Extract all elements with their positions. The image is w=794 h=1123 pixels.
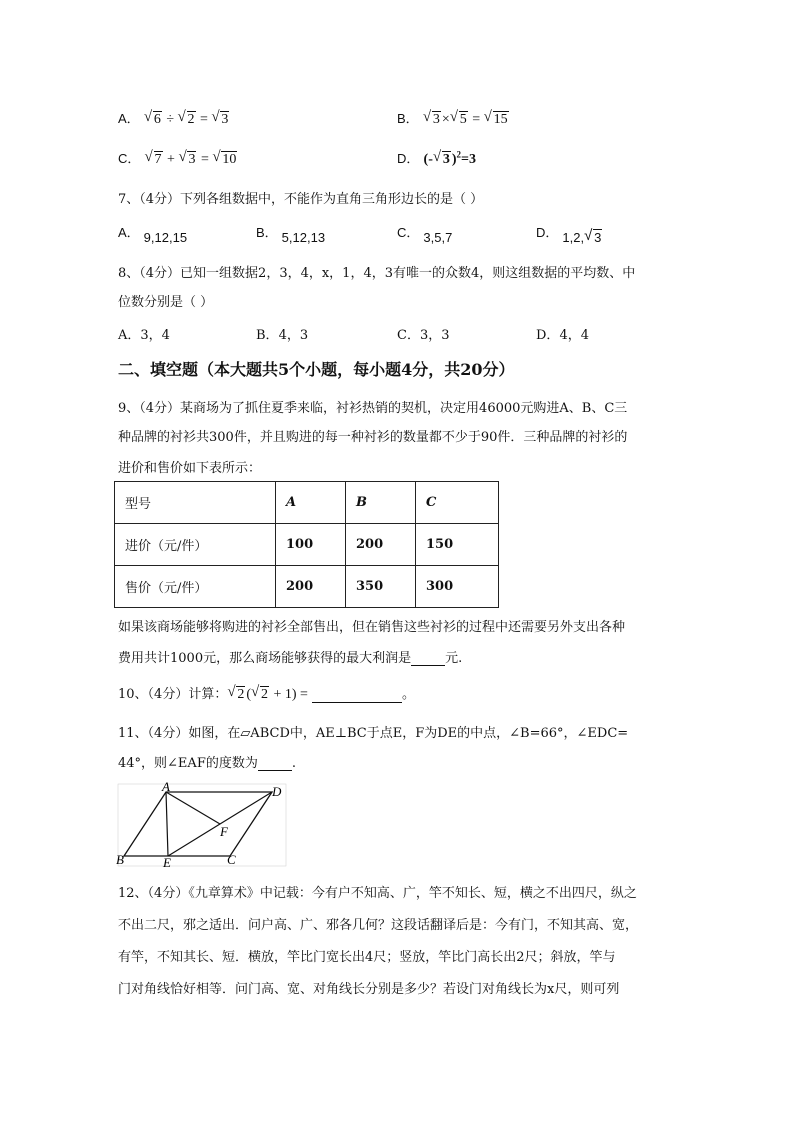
q6-option-a: A． √ 6 ÷ √ 2 = √ 3	[118, 108, 230, 128]
q7-option-c: C． 3,5,7	[397, 225, 453, 245]
label-f: F	[220, 824, 228, 839]
parallelogram-abcd	[124, 792, 272, 856]
q6-option-c: C． √ 7 + √ 3 = √ 10	[118, 148, 238, 168]
label-b: B	[116, 852, 124, 867]
answer-blank[interactable]	[258, 758, 292, 771]
figure-frame	[118, 784, 286, 866]
q7-option-b: B． 5,12,13	[256, 225, 326, 245]
q8-option-a: A．3，4	[118, 328, 170, 343]
q7-option-d: D． 1,2,√ 3	[536, 222, 603, 241]
q12-line-3: 有竿，不知其长、短．横放，竿比门宽长出4尺；竖放，竿比门高长出2尺；斜放，竿与	[118, 950, 616, 965]
q6-option-b: B． √ 3 ×√ 5 = √ 15	[397, 108, 510, 128]
q8-option-d: D．4，4	[536, 328, 589, 343]
parallelogram-figure	[112, 780, 292, 868]
table-header-row	[115, 482, 499, 524]
table-cell: 进价（元/件）	[115, 524, 276, 566]
q8-line-1: 8、（4分）已知一组数据2，3，4，x，1，4，3有唯一的众数4，则这组数据的平均数、中	[118, 266, 636, 281]
section-2-title: 二、填空题（本大题共5个小题，每小题4分，共20分）	[118, 360, 515, 379]
q6-option-d: D． (-√ 3 )$^2$=3	[397, 148, 476, 168]
table-cell: 100	[276, 524, 346, 566]
q11-line-2: 44°，则∠EAF的度数为 .	[118, 756, 296, 771]
q11-line-1: 11、（4分）如图，在▱ABCD中，AE⊥BC于点E，F为DE的中点，∠B=66°，∠EDC=	[118, 726, 629, 741]
table-cell: C	[416, 482, 499, 524]
q12-line-2: 不出二尺，邪之适出．问户高、广、邪各几何？这段话翻译后是：今有门，不知其高、宽，	[118, 918, 639, 933]
answer-blank[interactable]	[312, 690, 402, 703]
q10-line: 10、（4分）计算：√ 2 (√ 2 + 1) = 。	[118, 683, 415, 703]
segment-ae	[166, 792, 168, 856]
table-cell: 150	[416, 524, 499, 566]
q8-option-c: C．3，3	[397, 328, 450, 343]
q7-option-a: A． 9,12,15	[118, 225, 188, 245]
q8-option-b: B．4，3	[256, 328, 309, 343]
price-table	[114, 481, 499, 608]
table-cell: 350	[346, 566, 416, 608]
q9-line-2: 种品牌的衬衫共300件，并且购进的每一种衬衫的数量都不少于90件．三种品牌的衬衫的	[118, 430, 628, 445]
table-cell: 300	[416, 566, 499, 608]
label-c: C	[227, 852, 236, 867]
q9-after-line-1: 如果该商场能够将购进的衬衫全部售出，但在销售这些衬衫的过程中还需要另外支出各种	[118, 620, 626, 635]
table-cell: A	[276, 482, 346, 524]
table-row	[115, 524, 499, 566]
q9-line-3: 进价和售价如下表所示：	[118, 461, 262, 476]
q9-line-1: 9、（4分）某商场为了抓住夏季来临，衬衫热销的契机，决定用46000元购进A、B、C三	[118, 401, 628, 416]
segment-af	[166, 792, 220, 824]
q7-stem: 7、（4分）下列各组数据中，不能作为直角三角形边长的是（ ）	[118, 192, 484, 207]
q12-line-4: 门对角线恰好相等．问门高、宽、对角线长分别是多少？若设门对角线长为x尺，则可列	[118, 982, 620, 997]
table-cell: 200	[276, 566, 346, 608]
label-e: E	[163, 855, 171, 868]
q8-line-2: 位数分别是（ ）	[118, 295, 214, 310]
answer-blank[interactable]	[411, 653, 445, 666]
table-cell: 型号	[115, 482, 276, 524]
label-d: D	[272, 784, 282, 799]
q12-line-1: 12、（4分）《九章算术》中记载：今有户不知高、广，竿不知长、短，横之不出四尺，纵之	[118, 886, 637, 901]
q9-after-line-2: 费用共计1000元，那么商场能够获得的最大利润是 元.	[118, 651, 463, 666]
table-cell: 售价（元/件）	[115, 566, 276, 608]
table-cell: B	[346, 482, 416, 524]
table-row	[115, 566, 499, 608]
table-cell: 200	[346, 524, 416, 566]
label-a: A	[162, 780, 170, 794]
